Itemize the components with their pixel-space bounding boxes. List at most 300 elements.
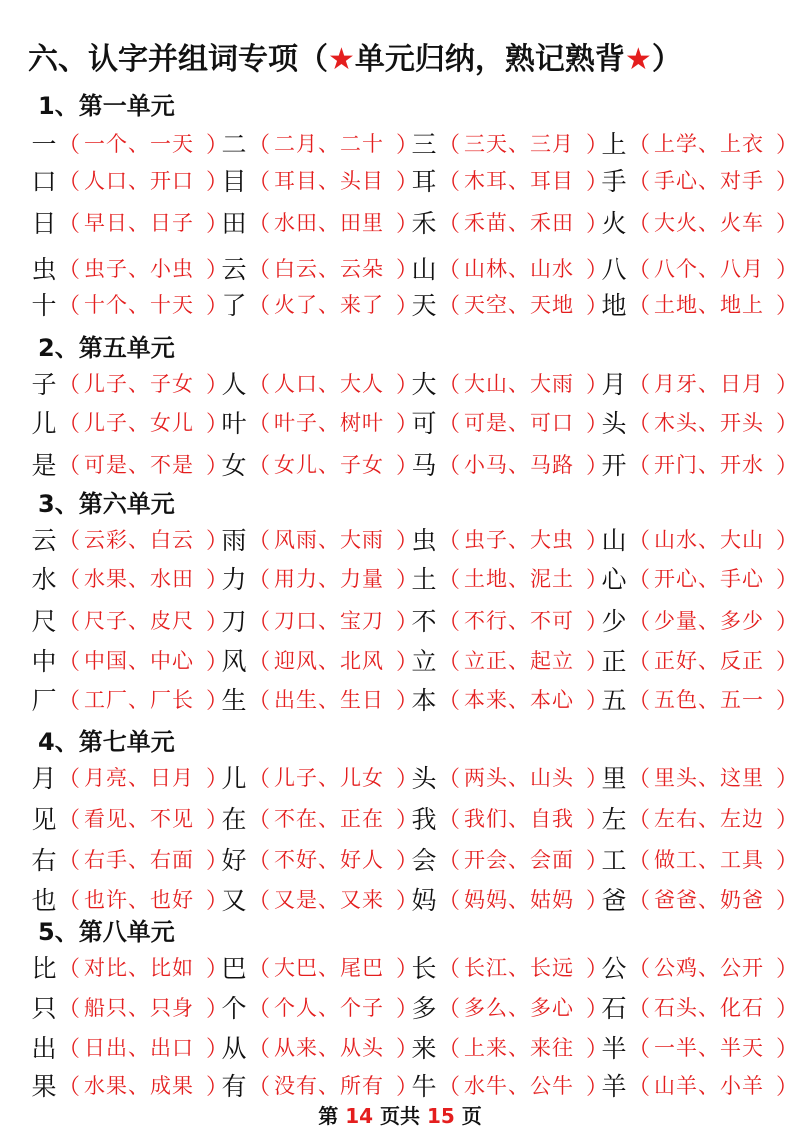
char-entry: [410, 642, 609, 678]
character: 里: [601, 764, 627, 793]
character: 一: [31, 130, 57, 159]
char-entry: [410, 602, 609, 638]
word-pair: 刀口、宝刀: [274, 609, 384, 633]
close-paren: ）: [776, 293, 799, 319]
character: 右: [31, 846, 57, 875]
word-pair: 个人、个子: [274, 996, 384, 1020]
word-pair: 三天、三月: [464, 132, 574, 156]
open-paren: （: [438, 766, 461, 792]
character: 个: [221, 994, 247, 1023]
open-paren: （: [438, 807, 461, 833]
character: 儿: [221, 764, 247, 793]
char-entry: [30, 404, 229, 440]
char-entry: [30, 681, 229, 717]
char-entry: [600, 841, 799, 877]
open-paren: （: [628, 807, 651, 833]
word-row: [30, 522, 799, 556]
character: 有: [221, 1072, 247, 1101]
close-paren: ）: [396, 688, 419, 714]
open-paren: （: [248, 956, 271, 982]
word-pair: 开门、开水: [654, 453, 764, 477]
close-paren: ）: [396, 956, 419, 982]
character: 马: [411, 451, 437, 480]
close-paren: ）: [396, 411, 419, 437]
open-paren: （: [438, 888, 461, 914]
close-paren: ）: [206, 132, 229, 158]
close-paren: ）: [586, 372, 609, 398]
character: 不: [411, 607, 437, 636]
character: 会: [411, 846, 437, 875]
char-entry: [220, 1067, 419, 1103]
word-pair: 手心、对手: [654, 169, 764, 193]
close-paren: ）: [586, 211, 609, 237]
word-pair: 山林、山水: [464, 257, 574, 281]
word-pair: 白云、云朵: [274, 257, 384, 281]
word-pair: 做工、工具: [654, 848, 764, 872]
char-entry: [410, 521, 609, 557]
close-paren: ）: [776, 132, 799, 158]
open-paren: （: [58, 372, 81, 398]
word-pair: 开会、会面: [464, 848, 574, 872]
word-pair: 妈妈、姑妈: [464, 888, 574, 912]
character: 三: [411, 130, 437, 159]
close-paren: ）: [396, 211, 419, 237]
char-entry: [220, 250, 419, 286]
char-entry: [410, 250, 609, 286]
word-row: [30, 643, 799, 677]
word-pair: 儿子、女儿: [84, 411, 194, 435]
char-entry: [220, 681, 419, 717]
close-paren: ）: [586, 956, 609, 982]
word-row: [30, 1030, 799, 1064]
character: 羊: [601, 1072, 627, 1101]
close-paren: ）: [396, 257, 419, 283]
character: 虫: [411, 526, 437, 555]
open-paren: （: [248, 688, 271, 714]
close-paren: ）: [776, 888, 799, 914]
open-paren: （: [248, 257, 271, 283]
close-paren: ）: [396, 848, 419, 874]
word-pair: 儿子、儿女: [274, 766, 384, 790]
character: 比: [31, 954, 57, 983]
close-paren: ）: [396, 528, 419, 554]
word-pair: 没有、所有: [274, 1074, 384, 1098]
close-paren: ）: [776, 807, 799, 833]
word-pair: 两头、山头: [464, 766, 574, 790]
word-pair: 水田、田里: [274, 211, 384, 235]
word-pair: 不好、好人: [274, 848, 384, 872]
char-entry: [410, 841, 609, 877]
open-paren: （: [438, 132, 461, 158]
character: 果: [31, 1072, 57, 1101]
close-paren: ）: [776, 567, 799, 593]
word-row: [30, 126, 799, 160]
open-paren: （: [58, 257, 81, 283]
char-entry: [30, 125, 229, 161]
close-paren: ）: [586, 888, 609, 914]
character: 头: [411, 764, 437, 793]
char-entry: [600, 800, 799, 836]
char-entry: [410, 989, 609, 1025]
word-pair: 风雨、大雨: [274, 528, 384, 552]
char-entry: [600, 949, 799, 985]
word-pair: 女儿、子女: [274, 453, 384, 477]
word-row: [30, 561, 799, 595]
close-paren: ）: [776, 169, 799, 195]
character: 了: [221, 291, 247, 320]
word-pair: 可是、可口: [464, 411, 574, 435]
word-pair: 工厂、厂长: [84, 688, 194, 712]
char-entry: [410, 881, 609, 917]
character: 生: [221, 686, 247, 715]
character: 火: [601, 209, 627, 238]
char-entry: [30, 365, 229, 401]
char-entry: [30, 1067, 229, 1103]
close-paren: ）: [206, 293, 229, 319]
word-pair: 也许、也好: [84, 888, 194, 912]
word-pair: 人口、开口: [84, 169, 194, 193]
close-paren: ）: [776, 996, 799, 1022]
char-entry: [220, 446, 419, 482]
close-paren: ）: [776, 211, 799, 237]
word-row: [30, 205, 799, 239]
word-row: [30, 603, 799, 637]
word-pair: 左右、左边: [654, 807, 764, 831]
word-pair: 石头、化石: [654, 996, 764, 1020]
close-paren: ）: [586, 257, 609, 283]
character: 工: [601, 846, 627, 875]
open-paren: （: [248, 169, 271, 195]
open-paren: （: [438, 293, 461, 319]
character: 从: [221, 1034, 247, 1063]
char-entry: [220, 642, 419, 678]
char-entry: [410, 365, 609, 401]
char-entry: [410, 204, 609, 240]
close-paren: ）: [586, 1036, 609, 1062]
word-pair: 水牛、公牛: [464, 1074, 574, 1098]
close-paren: ）: [586, 609, 609, 635]
word-pair: 不在、正在: [274, 807, 384, 831]
open-paren: （: [438, 453, 461, 479]
open-paren: （: [438, 1074, 461, 1100]
char-entry: [600, 250, 799, 286]
word-pair: 天空、天地: [464, 293, 574, 317]
char-entry: [410, 162, 609, 198]
word-row: [30, 990, 799, 1024]
close-paren: ）: [396, 567, 419, 593]
word-pair: 长江、长远: [464, 956, 574, 980]
open-paren: （: [58, 888, 81, 914]
character: 厂: [31, 686, 57, 715]
word-pair: 迎风、北风: [274, 649, 384, 673]
word-pair: 爸爸、奶爸: [654, 888, 764, 912]
char-entry: [410, 125, 609, 161]
close-paren: ）: [206, 372, 229, 398]
word-pair: 月牙、日月: [654, 372, 764, 396]
char-entry: [220, 800, 419, 836]
open-paren: （: [248, 293, 271, 319]
character: 尺: [31, 607, 57, 636]
open-paren: （: [58, 848, 81, 874]
character: 口: [31, 167, 57, 196]
word-pair: 十个、十天: [84, 293, 194, 317]
character: 子: [31, 370, 57, 399]
word-pair: 用力、力量: [274, 567, 384, 591]
close-paren: ）: [776, 848, 799, 874]
character: 耳: [411, 167, 437, 196]
page-number: 14: [345, 1104, 374, 1128]
close-paren: ）: [206, 766, 229, 792]
close-paren: ）: [586, 132, 609, 158]
word-pair: 看见、不见: [84, 807, 194, 831]
character: 虫: [31, 255, 57, 284]
open-paren: （: [628, 688, 651, 714]
open-paren: （: [248, 567, 271, 593]
open-paren: （: [248, 132, 271, 158]
star-icon: ★: [624, 42, 652, 77]
word-pair: 上学、上衣: [654, 132, 764, 156]
close-paren: ）: [396, 649, 419, 675]
open-paren: （: [628, 411, 651, 437]
word-pair: 月亮、日月: [84, 766, 194, 790]
open-paren: （: [58, 453, 81, 479]
page-total: 15: [426, 1104, 455, 1128]
char-entry: [600, 1067, 799, 1103]
char-entry: [30, 759, 229, 795]
close-paren: ）: [396, 609, 419, 635]
char-entry: [220, 841, 419, 877]
close-paren: ）: [776, 1036, 799, 1062]
word-pair: 一个、一天: [84, 132, 194, 156]
word-pair: 土地、泥土: [464, 567, 574, 591]
open-paren: （: [58, 649, 81, 675]
character: 妈: [411, 886, 437, 915]
word-pair: 五色、五一: [654, 688, 764, 712]
word-pair: 山羊、小羊: [654, 1074, 764, 1098]
word-pair: 云彩、白云: [84, 528, 194, 552]
char-entry: [220, 949, 419, 985]
page-footer: 第 14 页共 15 页: [318, 1104, 482, 1128]
close-paren: ）: [776, 649, 799, 675]
open-paren: （: [58, 528, 81, 554]
open-paren: （: [58, 688, 81, 714]
close-paren: ）: [776, 411, 799, 437]
close-paren: ）: [586, 649, 609, 675]
char-entry: [30, 800, 229, 836]
char-entry: [410, 800, 609, 836]
word-pair: 木头、开头: [654, 411, 764, 435]
open-paren: （: [248, 848, 271, 874]
close-paren: ）: [396, 1036, 419, 1062]
char-entry: [220, 404, 419, 440]
char-entry: [220, 1029, 419, 1065]
open-paren: （: [248, 453, 271, 479]
open-paren: （: [438, 257, 461, 283]
word-pair: 尺子、皮尺: [84, 609, 194, 633]
open-paren: （: [248, 609, 271, 635]
open-paren: （: [248, 211, 271, 237]
character: 十: [31, 291, 57, 320]
character: 雨: [221, 526, 247, 555]
char-entry: [220, 125, 419, 161]
character: 五: [601, 686, 627, 715]
char-entry: [600, 125, 799, 161]
open-paren: （: [438, 688, 461, 714]
close-paren: ）: [396, 293, 419, 319]
character: 手: [601, 167, 627, 196]
open-paren: （: [628, 293, 651, 319]
character: 月: [31, 764, 57, 793]
character: 石: [601, 994, 627, 1023]
open-paren: （: [628, 649, 651, 675]
word-pair: 虫子、大虫: [464, 528, 574, 552]
character: 云: [31, 526, 57, 555]
character: 儿: [31, 409, 57, 438]
close-paren: ）: [206, 1074, 229, 1100]
word-row: [30, 1068, 799, 1102]
char-entry: [30, 989, 229, 1025]
section-heading: 3、第六单元: [38, 490, 175, 518]
char-entry: [410, 1029, 609, 1065]
character: 开: [601, 451, 627, 480]
character: 来: [411, 1034, 437, 1063]
char-entry: [220, 759, 419, 795]
character: 田: [221, 209, 247, 238]
char-entry: [410, 1067, 609, 1103]
open-paren: （: [628, 567, 651, 593]
char-entry: [600, 162, 799, 198]
close-paren: ）: [396, 888, 419, 914]
open-paren: （: [58, 807, 81, 833]
char-entry: [30, 286, 229, 322]
close-paren: ）: [206, 807, 229, 833]
word-pair: 右手、右面: [84, 848, 194, 872]
word-row: [30, 287, 799, 321]
char-entry: [600, 642, 799, 678]
star-icon: ★: [328, 42, 355, 77]
char-entry: [30, 949, 229, 985]
word-pair: 少量、多少: [654, 609, 764, 633]
word-pair: 日出、出口: [84, 1036, 194, 1060]
char-entry: [220, 521, 419, 557]
character: 又: [221, 886, 247, 915]
open-paren: （: [438, 567, 461, 593]
open-paren: （: [58, 1074, 81, 1100]
word-pair: 我们、自我: [464, 807, 574, 831]
word-pair: 叶子、树叶: [274, 411, 384, 435]
open-paren: （: [248, 766, 271, 792]
character: 只: [31, 994, 57, 1023]
close-paren: ）: [586, 169, 609, 195]
word-row: [30, 950, 799, 984]
word-pair: 八个、八月: [654, 257, 764, 281]
char-entry: [220, 602, 419, 638]
word-row: [30, 882, 799, 916]
word-pair: 大火、火车: [654, 211, 764, 235]
character: 禾: [411, 209, 437, 238]
close-paren: ）: [206, 649, 229, 675]
word-row: [30, 366, 799, 400]
character: 山: [601, 526, 627, 555]
close-paren: ）: [586, 1074, 609, 1100]
word-pair: 上来、来往: [464, 1036, 574, 1060]
word-pair: 出生、生日: [274, 688, 384, 712]
character: 土: [411, 565, 437, 594]
open-paren: （: [58, 132, 81, 158]
open-paren: （: [58, 567, 81, 593]
close-paren: ）: [586, 688, 609, 714]
open-paren: （: [628, 848, 651, 874]
close-paren: ）: [206, 609, 229, 635]
char-entry: [30, 1029, 229, 1065]
close-paren: ）: [776, 956, 799, 982]
word-pair: 开心、手心: [654, 567, 764, 591]
char-entry: [600, 881, 799, 917]
char-entry: [600, 602, 799, 638]
open-paren: （: [248, 996, 271, 1022]
close-paren: ）: [586, 411, 609, 437]
open-paren: （: [58, 411, 81, 437]
char-entry: [600, 521, 799, 557]
word-pair: 木耳、耳目: [464, 169, 574, 193]
open-paren: （: [438, 649, 461, 675]
section-heading: 4、第七单元: [38, 728, 175, 756]
open-paren: （: [248, 528, 271, 554]
open-paren: （: [628, 257, 651, 283]
char-entry: [220, 365, 419, 401]
character: 心: [601, 565, 627, 594]
open-paren: （: [58, 169, 81, 195]
character: 立: [411, 647, 437, 676]
character: 水: [31, 565, 57, 594]
close-paren: ）: [206, 996, 229, 1022]
close-paren: ）: [586, 453, 609, 479]
open-paren: （: [438, 372, 461, 398]
open-paren: （: [438, 609, 461, 635]
character: 也: [31, 886, 57, 915]
char-entry: [600, 560, 799, 596]
close-paren: ）: [206, 567, 229, 593]
char-entry: [30, 841, 229, 877]
close-paren: ）: [206, 1036, 229, 1062]
character: 巴: [221, 954, 247, 983]
character: 牛: [411, 1072, 437, 1101]
char-entry: [410, 446, 609, 482]
close-paren: ）: [206, 453, 229, 479]
open-paren: （: [438, 1036, 461, 1062]
close-paren: ）: [396, 132, 419, 158]
close-paren: ）: [206, 688, 229, 714]
char-entry: [220, 881, 419, 917]
character: 上: [601, 130, 627, 159]
character: 在: [221, 805, 247, 834]
word-pair: 又是、又来: [274, 888, 384, 912]
character: 半: [601, 1034, 627, 1063]
word-pair: 山水、大山: [654, 528, 764, 552]
char-entry: [600, 204, 799, 240]
close-paren: ）: [776, 688, 799, 714]
char-entry: [220, 204, 419, 240]
character: 少: [601, 607, 627, 636]
word-pair: 立正、起立: [464, 649, 574, 673]
word-row: [30, 682, 799, 716]
close-paren: ）: [776, 766, 799, 792]
word-pair: 虫子、小虫: [84, 257, 194, 281]
character: 山: [411, 255, 437, 284]
character: 目: [221, 167, 247, 196]
word-pair: 耳目、头目: [274, 169, 384, 193]
open-paren: （: [628, 609, 651, 635]
